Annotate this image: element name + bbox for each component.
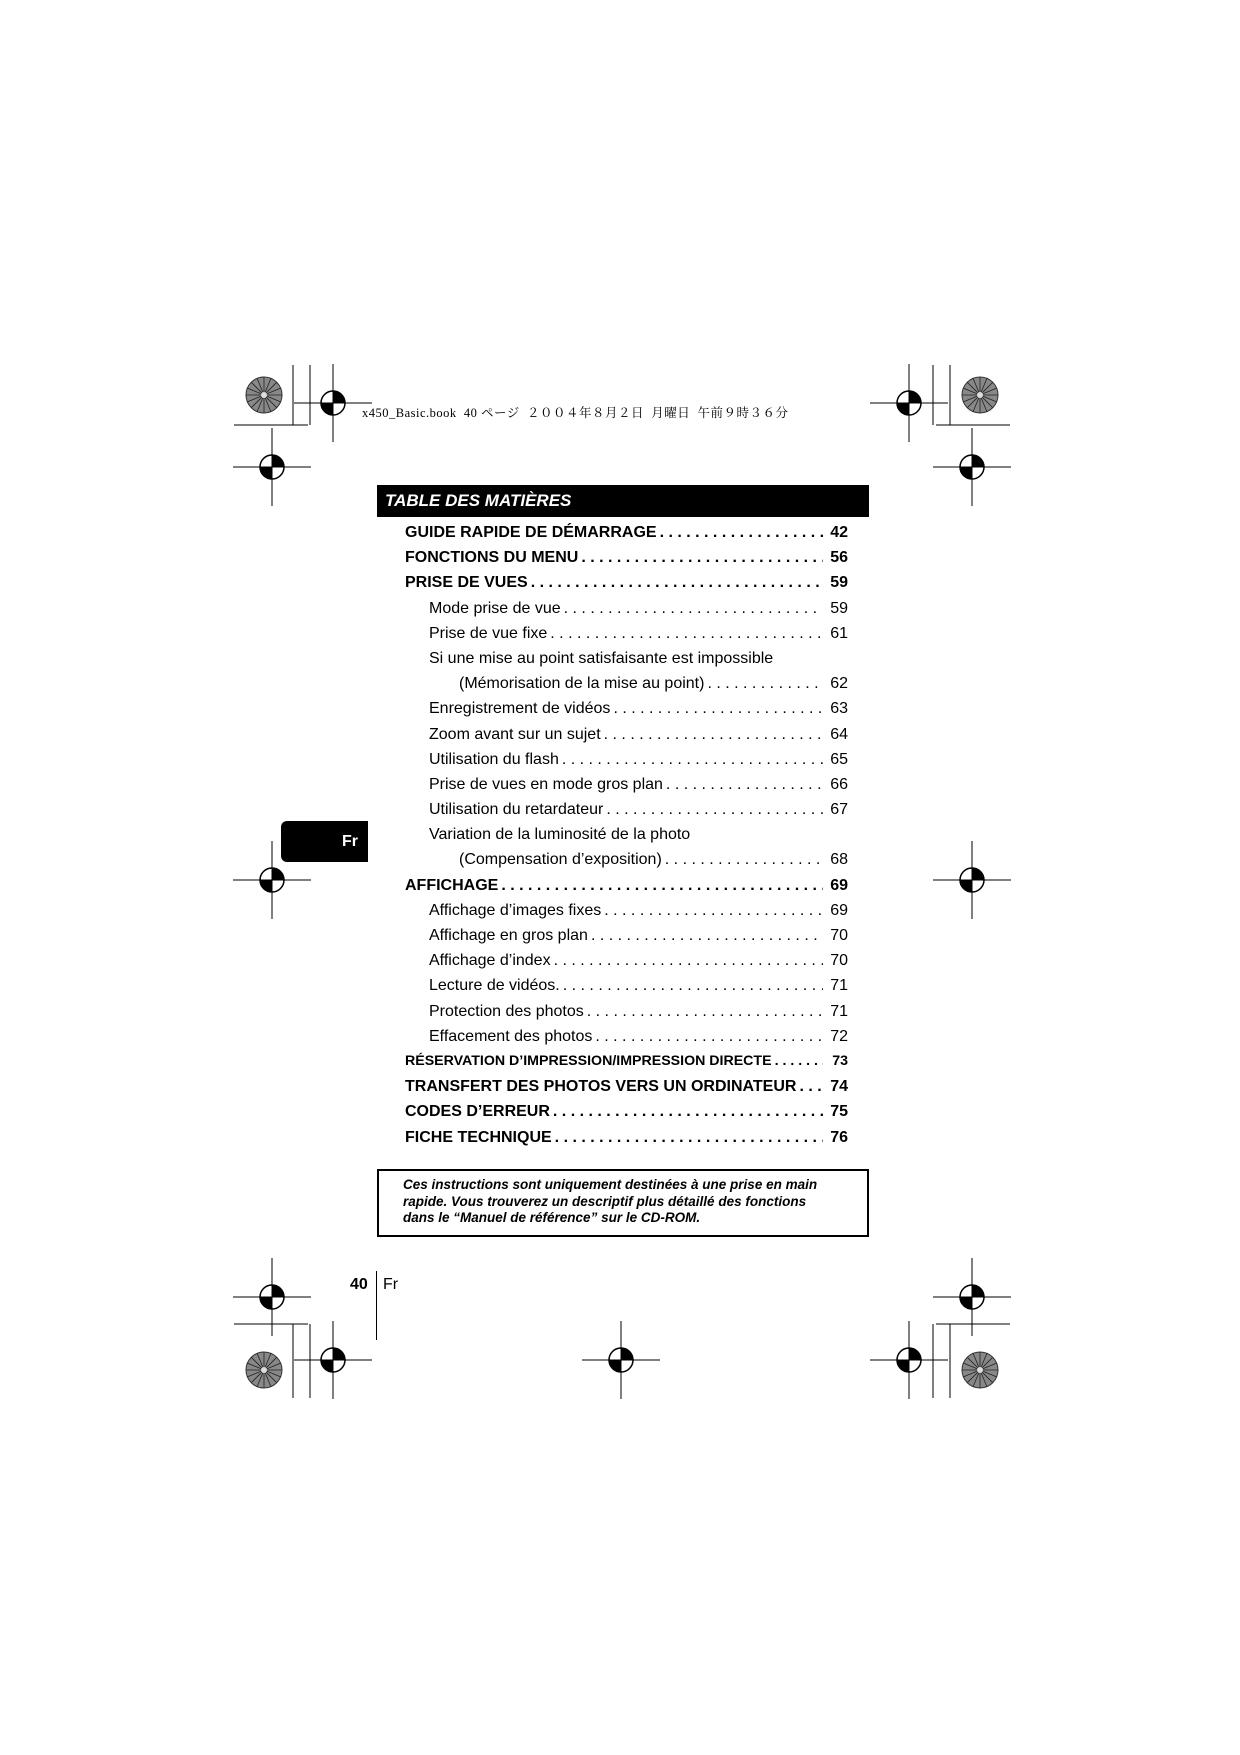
toc-entry[interactable] bbox=[405, 621, 848, 646]
toc-entry-page: 68 bbox=[830, 851, 848, 869]
dot-leader bbox=[606, 797, 823, 822]
toc-entry[interactable] bbox=[405, 1099, 848, 1124]
toc-entry-label: Enregistrement de vidéos bbox=[429, 700, 611, 718]
dot-leader bbox=[604, 898, 823, 923]
registration-mark-icon bbox=[582, 1321, 660, 1399]
toc-entry-label: Affichage d’images fixes bbox=[429, 901, 602, 919]
toc-entry-page: 65 bbox=[830, 750, 848, 768]
color-target-icon bbox=[246, 377, 282, 413]
toc-entry-page: 75 bbox=[830, 1103, 848, 1121]
dot-leader bbox=[613, 696, 823, 721]
toc-entry-label: PRISE DE VUES bbox=[405, 574, 528, 592]
toc-entry[interactable] bbox=[405, 1125, 848, 1150]
toc-entry[interactable] bbox=[405, 696, 848, 721]
toc-entry-page: 73 bbox=[832, 1052, 848, 1069]
toc-entry-page: 70 bbox=[830, 927, 848, 944]
dot-leader bbox=[665, 847, 823, 872]
registration-mark-icon bbox=[870, 364, 948, 442]
folio-divider bbox=[376, 1271, 377, 1340]
toc-entry-page: 59 bbox=[830, 599, 848, 617]
dot-leader bbox=[595, 1024, 823, 1049]
toc-entry[interactable] bbox=[405, 999, 848, 1024]
toc-entry-page: 64 bbox=[830, 725, 848, 743]
toc-entry[interactable] bbox=[405, 797, 848, 822]
toc-entry-label: Prise de vues en mode gros plan bbox=[429, 775, 663, 793]
note-line: dans le “Manuel de référence” sur le CD-ROM. bbox=[403, 1210, 701, 1225]
dot-leader bbox=[581, 545, 823, 570]
toc-entry-label: (Mémorisation de la mise au point) bbox=[459, 675, 705, 693]
dot-leader bbox=[553, 1099, 823, 1124]
dot-leader bbox=[587, 999, 823, 1024]
toc-entry-label: GUIDE RAPIDE DE DÉMARRAGE bbox=[405, 524, 657, 541]
toc-entry[interactable] bbox=[405, 747, 848, 772]
toc-entry-page: 59 bbox=[830, 574, 848, 592]
toc-entry-label: Protection des photos bbox=[429, 1002, 584, 1020]
dot-leader bbox=[775, 1049, 823, 1074]
toc-entry-page: 71 bbox=[830, 1002, 848, 1020]
dot-leader bbox=[591, 923, 823, 948]
toc-entry-label: Mode prise de vue bbox=[429, 599, 561, 617]
dot-leader bbox=[666, 772, 823, 797]
toc-entry[interactable] bbox=[405, 923, 848, 948]
toc-entry-page: 69 bbox=[830, 876, 848, 894]
toc-entry bbox=[405, 646, 848, 671]
dot-leader bbox=[562, 747, 823, 772]
toc-entry-label: Utilisation du flash bbox=[429, 750, 559, 768]
toc-entry[interactable] bbox=[405, 545, 848, 570]
dot-leader bbox=[799, 1074, 823, 1099]
toc-entry-label: RÉSERVATION D’IMPRESSION/IMPRESSION DIRECTE bbox=[405, 1052, 772, 1069]
toc-entry[interactable] bbox=[405, 722, 848, 747]
note-line: Ces instructions sont uniquement destinées à une prise en main bbox=[403, 1177, 818, 1192]
toc-entry-label: (Compensation d’exposition) bbox=[459, 851, 662, 869]
registration-mark-icon bbox=[294, 1321, 372, 1399]
toc-entry[interactable] bbox=[405, 847, 848, 872]
toc-entry-label: Prise de vue fixe bbox=[429, 624, 548, 642]
toc-entry-page: 70 bbox=[830, 952, 848, 970]
toc-entry[interactable] bbox=[405, 898, 848, 923]
printer-slug: x450_Basic.book 40 ページ ２００４年８月２日 月曜日 午前９時３６分 bbox=[362, 406, 789, 420]
registration-mark-icon bbox=[294, 364, 372, 442]
toc-entry-label: FONCTIONS DU MENU bbox=[405, 549, 579, 567]
toc-entry[interactable] bbox=[405, 973, 848, 998]
registration-mark-icon bbox=[933, 841, 1011, 919]
toc-entry[interactable] bbox=[405, 1074, 848, 1099]
toc-title: TABLE DES MATIÈRES bbox=[377, 485, 869, 517]
toc-entry[interactable] bbox=[405, 873, 848, 898]
toc-entry-label: Affichage d’index bbox=[429, 952, 551, 970]
toc-entry[interactable] bbox=[405, 671, 848, 696]
toc-entry[interactable] bbox=[405, 1049, 848, 1074]
dot-leader bbox=[550, 621, 823, 646]
dot-leader bbox=[660, 520, 823, 545]
toc-entry[interactable] bbox=[405, 570, 848, 595]
toc-entry-page: 62 bbox=[830, 675, 848, 693]
toc-entry-page: 74 bbox=[830, 1078, 848, 1096]
dot-leader bbox=[555, 1125, 823, 1150]
toc-entry[interactable] bbox=[405, 520, 848, 545]
toc-entry-page: 67 bbox=[830, 801, 848, 819]
page-number: 40 bbox=[350, 1276, 368, 1293]
toc-entry-page: 63 bbox=[830, 700, 848, 718]
dot-leader bbox=[531, 570, 823, 595]
language-tab: Fr bbox=[281, 821, 368, 862]
toc-entry-page: 69 bbox=[830, 901, 848, 919]
color-target-icon bbox=[962, 377, 998, 413]
toc-entry-label: TRANSFERT DES PHOTOS VERS UN ORDINATEUR bbox=[405, 1078, 797, 1096]
registration-mark-icon bbox=[933, 428, 1011, 506]
toc-entry-label: CODES D’ERREUR bbox=[405, 1103, 550, 1121]
toc-entry-label: Si une mise au point satisfaisante est impossible bbox=[429, 649, 774, 667]
toc-entry-label: Lecture de vidéos. bbox=[429, 977, 560, 995]
toc-entry-label: Utilisation du retardateur bbox=[429, 801, 604, 819]
toc-entry-label: Effacement des photos bbox=[429, 1027, 593, 1045]
toc-entry[interactable] bbox=[405, 596, 848, 621]
toc-entry[interactable] bbox=[405, 1024, 848, 1049]
toc-entry-page: 72 bbox=[830, 1027, 848, 1045]
registration-mark-icon bbox=[233, 428, 311, 506]
dot-leader bbox=[604, 722, 823, 747]
toc-entry[interactable] bbox=[405, 772, 848, 797]
dot-leader bbox=[501, 873, 823, 898]
dot-leader bbox=[563, 973, 823, 998]
toc-entry-page: 76 bbox=[830, 1128, 848, 1146]
dot-leader bbox=[554, 948, 823, 973]
toc-entry-label: FICHE TECHNIQUE bbox=[405, 1128, 552, 1146]
registration-mark-icon bbox=[870, 1321, 948, 1399]
toc-entry-label: Variation de la luminosité de la photo bbox=[429, 826, 691, 844]
toc-entry-page: 56 bbox=[830, 549, 848, 567]
toc-entry-label: Affichage en gros plan bbox=[429, 927, 588, 944]
note-line: rapide. Vous trouverez un descriptif plus détaillé des fonctions bbox=[403, 1193, 807, 1209]
toc-entry-page: 42 bbox=[830, 524, 848, 541]
toc-entry-page: 66 bbox=[830, 775, 848, 793]
color-target-icon bbox=[246, 1352, 282, 1388]
dot-leader bbox=[564, 596, 823, 621]
toc-entry-page: 61 bbox=[830, 624, 848, 642]
toc-entry-label: AFFICHAGE bbox=[405, 876, 499, 894]
toc-entry-label: Zoom avant sur un sujet bbox=[429, 725, 601, 743]
toc-entry[interactable] bbox=[405, 948, 848, 973]
toc-entry bbox=[405, 822, 848, 847]
toc-entry-page: 71 bbox=[830, 977, 848, 995]
dot-leader bbox=[707, 671, 823, 696]
note-box bbox=[377, 1169, 869, 1237]
page-language: Fr bbox=[383, 1276, 399, 1293]
color-target-icon bbox=[962, 1352, 998, 1388]
toc-list bbox=[405, 520, 848, 1150]
